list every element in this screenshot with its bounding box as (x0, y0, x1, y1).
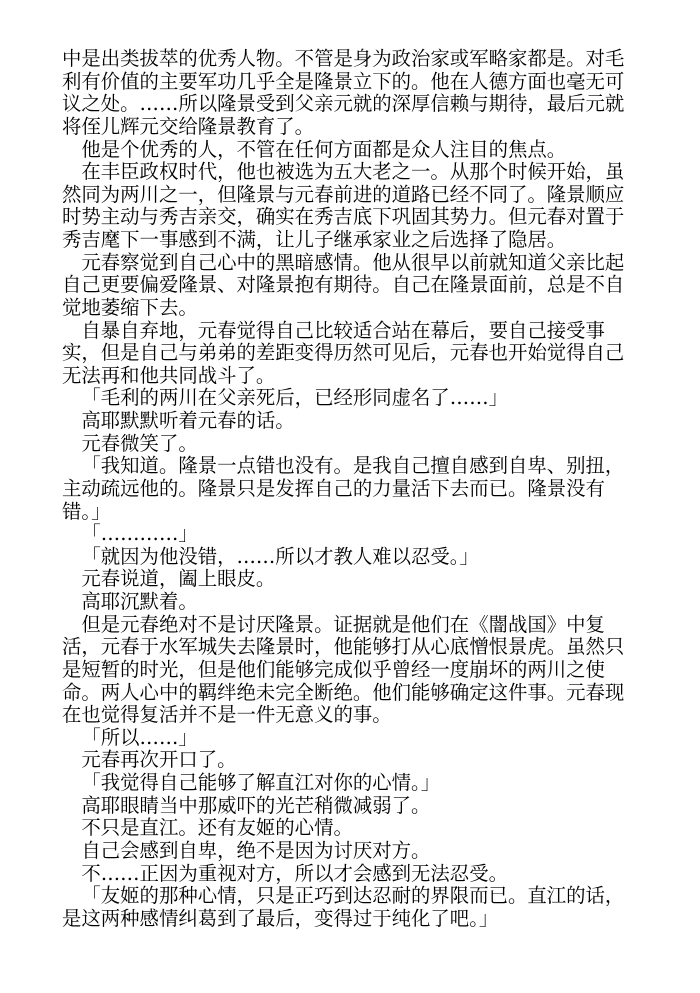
paragraph (62, 614, 642, 727)
text-line: 活，元春于水军城失去隆景时，他能够打从心底憎恨景虎。虽然只 (62, 635, 625, 659)
text-line: 元春微笑了。 (81, 431, 198, 455)
text-line: 高耶沉默着。 (81, 590, 198, 613)
dialogue-line: 是这两种感情纠葛到了最后，变得过于纯化了吧。」 (62, 906, 499, 930)
dialogue-paragraph (62, 523, 642, 546)
text-line: 在也觉得复活并不是一件无意义的事。 (62, 703, 392, 727)
text-line: 元春察觉到自己心中的黑暗感情。他从很早以前就知道父亲比起 (81, 250, 625, 274)
paragraph (62, 320, 642, 388)
text-line: 高耶眼睛当中那威吓的光芒稍微减弱了。 (81, 793, 431, 817)
paragraph (62, 749, 642, 772)
text-line: 实，但是自己与弟弟的差距变得历然可见后，元春也开始觉得自己 (62, 341, 625, 365)
paragraph (62, 139, 642, 162)
text-line: 秀吉麾下一事感到不满，让儿子继承家业之后选择了隐居。 (62, 228, 567, 251)
text-line: 高耶默默听着元春的话。 (81, 409, 295, 432)
text-line: 自己会感到自卑，绝不是因为讨厌对方。 (81, 838, 431, 862)
text-line: 不只是直江。还有友姬的心情。 (81, 816, 353, 840)
text-line: 是短暂的时光，但是他们能够完成似乎曾经一度崩坏的两川之使 (62, 657, 605, 681)
text-line: 中是出类拔萃的优秀人物。不管是身为政治家或军略家都是。对毛 (62, 47, 625, 70)
text-line: 在丰臣政权时代，他也被选为五大老之一。从那个时候开始，虽 (81, 160, 625, 184)
dialogue-line: 主动疏远他的。隆景只是发挥自己的力量活下去而已。隆景没有 (62, 476, 605, 500)
text-line: 利有价值的主要军功几乎全是隆景立下的。他在人德方面也毫无可 (62, 69, 625, 93)
paragraph (62, 433, 642, 456)
dialogue-paragraph (62, 885, 642, 930)
dialogue-line: 「我知道。隆景一点错也没有。是我自己擅自感到自卑、别扭， (81, 454, 625, 478)
text-line: 元春再次开口了。 (81, 748, 237, 772)
text-line: 将侄儿辉元交给隆景教育了。 (62, 114, 315, 138)
paragraph (62, 863, 642, 886)
text-line: 不……正因为重视对方，所以才会感到无法忍受。 (81, 861, 508, 885)
dialogue-line: 「所以……」 (81, 725, 198, 749)
text-line: 元春说道，阖上眼皮。 (81, 567, 276, 591)
paragraph (62, 568, 642, 591)
dialogue-line: 「友姬的那种心情，只是正巧到达忍耐的界限而已。直江的话， (81, 884, 625, 908)
dialogue-paragraph (62, 387, 642, 410)
dialogue-paragraph (62, 546, 642, 569)
paragraph (62, 161, 642, 252)
text-line: 觉地萎缩下去。 (62, 295, 198, 319)
dialogue-line: 错。」 (62, 499, 111, 523)
page-body-text (62, 48, 642, 930)
text-line: 议之处。……所以隆景受到父亲元就的深厚信赖与期待，最后元就 (62, 92, 625, 116)
paragraph (62, 410, 642, 433)
paragraph (62, 795, 642, 818)
dialogue-paragraph (62, 455, 642, 523)
text-line: 自暴自弃地，元春觉得自己比较适合站在幕后，要自己接受事 (81, 318, 605, 342)
text-line: 命。两人心中的羁绊绝未完全断绝。他们能够确定这件事。元春现 (62, 680, 625, 704)
dialogue-line: 「就因为他没错，……所以才教人难以忍受。」 (81, 544, 479, 568)
paragraph-continued (62, 48, 642, 139)
paragraph (62, 252, 642, 320)
text-line: 然同为两川之一，但隆景与元春前进的道路已经不同了。隆景顺应 (62, 182, 625, 206)
dialogue-line: 「毛利的两川在父亲死后，已经形同虚名了……」 (81, 386, 508, 410)
paragraph (62, 591, 642, 614)
dialogue-paragraph (62, 727, 642, 750)
dialogue-line: 「…………」 (81, 522, 198, 546)
paragraph (62, 817, 642, 840)
text-line: 无法再和他共同战斗了。 (62, 363, 276, 387)
dialogue-paragraph (62, 772, 642, 795)
text-line: 但是元春绝对不是讨厌隆景。证据就是他们在《闇战国》中复 (81, 612, 605, 636)
text-line: 他是个优秀的人，不管在任何方面都是众人注目的焦点。 (81, 137, 567, 161)
dialogue-line: 「我觉得自己能够了解直江对你的心情。」 (81, 771, 441, 794)
text-line: 时势主动与秀吉亲交，确实在秀吉底下巩固其势力。但元春对置于 (62, 205, 625, 229)
text-line: 自己更要偏爱隆景、对隆景抱有期待。自己在隆景面前，总是不自 (62, 273, 625, 297)
paragraph (62, 840, 642, 863)
